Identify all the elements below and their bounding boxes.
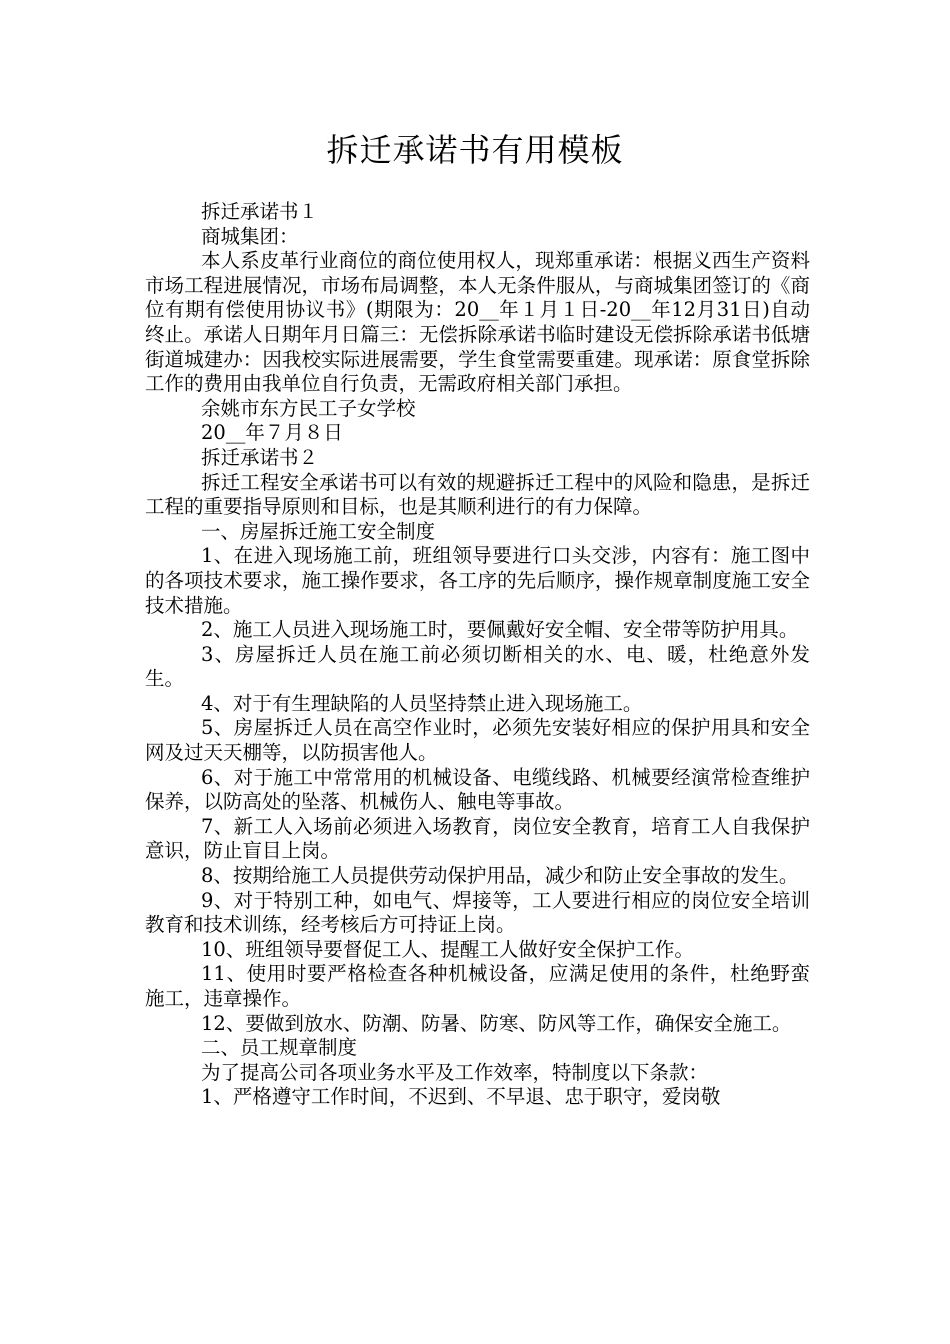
paragraph-body: 本人系皮革行业商位的商位使用权人，现郑重承诺：根据义西生产资料市场工程进展情况，市场布局调整，本人无条件服从，与商城集团签订的《商位有期有偿使用协议书》(期限为：20__年１月１日-20__年12月31日)自动终止。承诺人日期年月日篇三：无偿拆除承诺书临时建设无偿拆除承诺书低塘街道城建办：因我校实际进展需要，学生食堂需要重建。现承诺：原食堂拆除工作的费用由我单位自行负责，无需政府相关部门承担。: [145, 249, 810, 396]
list-item: 11、使用时要严格检查各种机械设备，应满足使用的条件，杜绝野蛮施工，违章操作。: [145, 962, 810, 1010]
paragraph-date: 20__年７月８日: [201, 421, 343, 445]
section-heading: 二、员工规章制度: [201, 1036, 358, 1060]
paragraph-body: 为了提高公司各项业务水平及工作效率，特制度以下条款：: [201, 1060, 709, 1084]
list-item: 10、班组领导要督促工人、提醒工人做好安全保护工作。: [201, 937, 694, 961]
list-item: 5、房屋拆迁人员在高空作业时，必须先安装好相应的保护用具和安全网及过天天棚等，以防损害他人。: [145, 716, 810, 765]
paragraph-signature: 余姚市东方民工子女学校: [201, 396, 416, 420]
paragraph-heading-1: 拆迁承诺书１: [201, 200, 319, 223]
list-item: 1、严格遵守工作时间，不迟到、不早退、忠于职守，爱岗敬: [201, 1085, 721, 1109]
list-item: 4、对于有生理缺陷的人员坚持禁止进入现场施工。: [201, 691, 643, 715]
paragraph-body: 拆迁工程安全承诺书可以有效的规避拆迁工程中的风险和隐患，是拆迁工程的重要指导原则和目标，也是其顺利进行的有力保障。: [145, 470, 810, 519]
paragraph-heading-2: 拆迁承诺书２: [201, 445, 319, 469]
document-title: 拆迁承诺书有用模板: [326, 131, 624, 169]
section-heading: 一、房屋拆迁施工安全制度: [201, 519, 436, 543]
list-item: 12、要做到放水、防潮、防暑、防寒、防风等工作，确保安全施工。: [201, 1011, 792, 1035]
list-item: 8、按期给施工人员提供劳动保护用品，减少和防止安全事故的发生。: [201, 864, 799, 888]
list-item: 2、施工人员进入现场施工时，要佩戴好安全帽、安全带等防护用具。: [201, 618, 799, 642]
paragraph-recipient: 商城集团：: [201, 224, 299, 248]
list-item: 9、对于特别工种，如电气、焊接等，工人要进行相应的岗位安全培训教育和技术训练，经考核后方可持证上岗。: [145, 888, 810, 937]
document-body: [145, 200, 810, 1110]
list-item: 6、对于施工中常常用的机械设备、电缆线路、机械要经演常检查维护保养，以防高处的坠落、机械伤人、触电等事故。: [145, 765, 810, 814]
list-item: 3、房屋拆迁人员在施工前必须切断相关的水、电、暖，杜绝意外发生。: [145, 642, 810, 691]
list-item: 1、在进入现场施工前，班组领导要进行口头交涉，内容有：施工图中的各项技术要求，施工操作要求，各工序的先后顺序，操作规章制度施工安全技术措施。: [145, 544, 810, 617]
list-item: 7、新工人入场前必须进入场教育，岗位安全教育，培育工人自我保护意识，防止盲目上岗。: [145, 814, 810, 863]
